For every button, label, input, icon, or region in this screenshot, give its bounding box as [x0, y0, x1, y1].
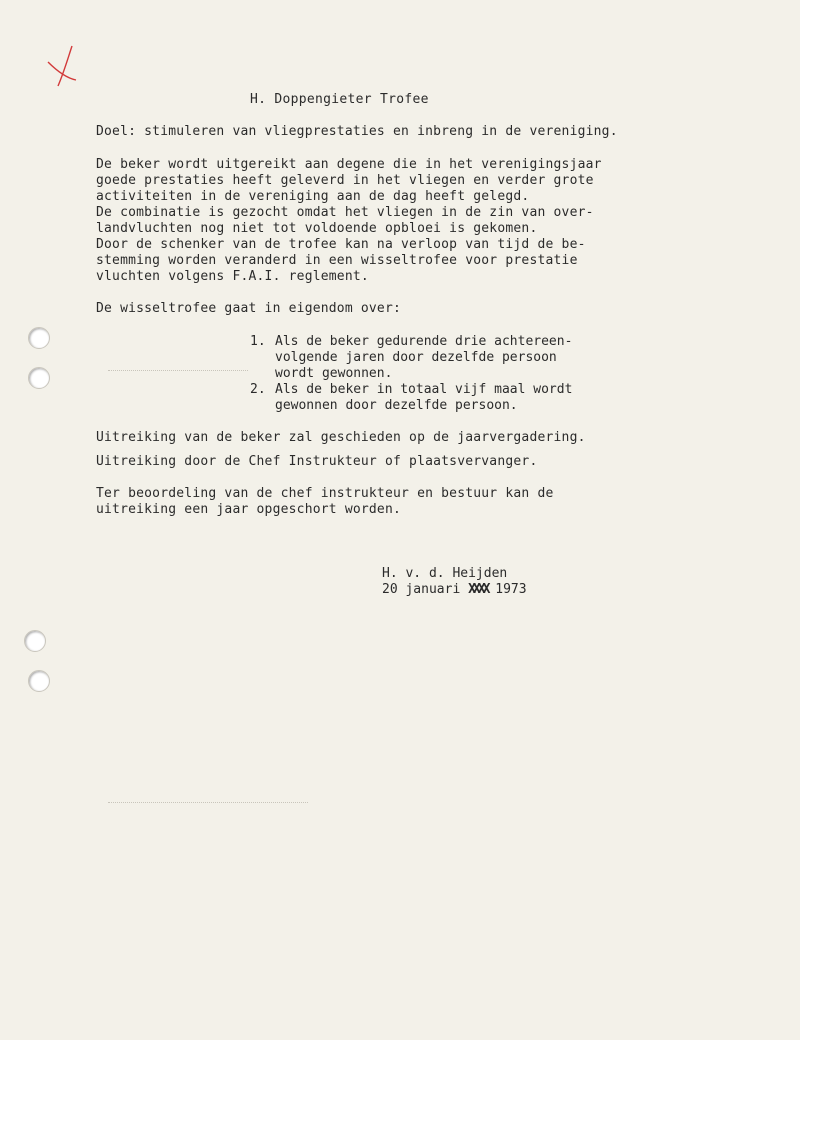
paragraph-line: activiteiten in de vereniging aan de dag heeft gelegd.	[96, 189, 530, 204]
paragraph-line: landvluchten nog niet tot voldoende opbloei is gekomen.	[96, 221, 538, 236]
paragraph-line: De combinatie is gezocht omdat het vliegen in de zin van over-	[96, 205, 594, 220]
struck-text: XXXX	[468, 582, 488, 597]
beoordeling-line: uitreiking een jaar opgeschort worden.	[96, 502, 402, 517]
condition-line: wordt gewonnen.	[275, 366, 393, 381]
paragraph-line: goede prestaties heeft geleverd in het vliegen en verder grote	[96, 173, 594, 188]
beoordeling-line: Ter beoordeling van de chef instrukteur en bestuur kan de	[96, 486, 554, 501]
uitreiking-line: Uitreiking door de Chef Instrukteur of plaatsvervanger.	[96, 454, 538, 469]
doel-line: Doel: stimuleren van vliegprestaties en inbreng in de vereniging.	[96, 124, 618, 139]
condition-line: Als de beker gedurende drie achtereen-	[275, 334, 573, 349]
condition-line: volgende jaren door dezelfde persoon	[275, 350, 557, 365]
eigendom-intro: De wisseltrofee gaat in eigendom over:	[96, 301, 402, 316]
punch-hole	[28, 367, 50, 389]
red-cross-mark-icon	[42, 44, 82, 88]
date-year: 1973	[495, 582, 527, 597]
punch-hole	[28, 327, 50, 349]
document-title: H. Doppengieter Trofee	[250, 92, 429, 107]
uitreiking-line: Uitreiking van de beker zal geschieden op de jaarvergadering.	[96, 430, 586, 445]
paragraph-line: De beker wordt uitgereikt aan degene die in het verenigingsjaar	[96, 157, 602, 172]
condition-number: 1.	[250, 334, 266, 349]
punch-hole	[28, 670, 50, 692]
signature-date	[382, 582, 527, 598]
paragraph-line: vluchten volgens F.A.I. reglement.	[96, 269, 369, 284]
condition-line: Als de beker in totaal vijf maal wordt	[275, 382, 573, 397]
faint-dotted-line	[108, 370, 248, 372]
faint-dotted-line	[108, 802, 308, 804]
punch-hole	[24, 630, 46, 652]
date-prefix: 20 januari	[382, 582, 461, 597]
paragraph-line: Door de schenker van de trofee kan na verloop van tijd de be-	[96, 237, 586, 252]
signature-name: H. v. d. Heijden	[382, 566, 508, 581]
condition-line: gewonnen door dezelfde persoon.	[275, 398, 518, 413]
condition-number: 2.	[250, 382, 266, 397]
paragraph-line: stemming worden veranderd in een wisseltrofee voor prestatie	[96, 253, 578, 268]
